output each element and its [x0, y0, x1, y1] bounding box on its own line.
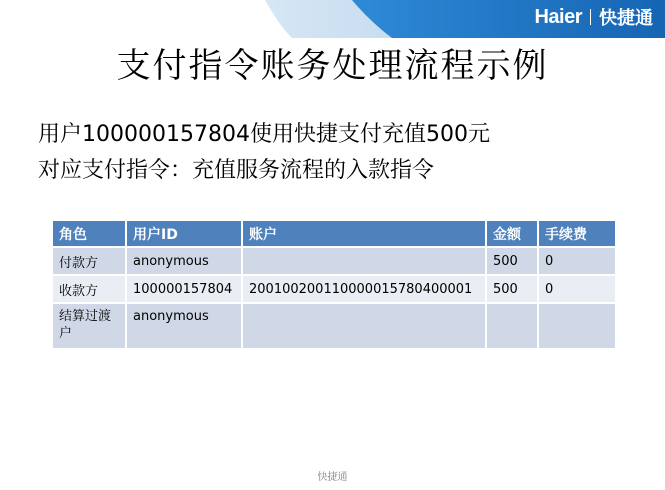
- table-row: [53, 247, 616, 275]
- description-block: [38, 117, 490, 189]
- table-row: [53, 303, 616, 348]
- cell-fee: 0: [538, 247, 616, 275]
- slide-title: 支付指令账务处理流程示例: [116, 46, 549, 86]
- header-fee: 手续费: [538, 221, 616, 247]
- cell-account: 200100200110000015780400001: [242, 275, 486, 303]
- cell-fee: [538, 303, 616, 348]
- cell-user-id: anonymous: [126, 303, 242, 348]
- cell-role: 收款方: [53, 275, 126, 303]
- header-banner: [0, 0, 665, 38]
- description-line-1: 用户100000157804使用快捷支付充值500元: [38, 122, 490, 147]
- cell-account: [242, 303, 486, 348]
- product-logo-text: 快捷通: [599, 8, 653, 29]
- header-user-id: 用户ID: [126, 221, 242, 247]
- brand-logo: [534, 4, 653, 30]
- table-header-row: [53, 221, 616, 247]
- cell-role: 付款方: [53, 247, 126, 275]
- description-line-2: 对应支付指令：充值服务流程的入款指令: [38, 158, 435, 183]
- cell-fee: 0: [538, 275, 616, 303]
- haier-logo-text: Haier: [534, 5, 582, 28]
- cell-account: [242, 247, 486, 275]
- table-row: [53, 275, 616, 303]
- cell-amount: 500: [486, 275, 538, 303]
- header-account: 账户: [242, 221, 486, 247]
- ledger-table: [53, 221, 617, 348]
- brand-divider: [590, 9, 591, 25]
- header-role: 角色: [53, 221, 126, 247]
- header-amount: 金额: [486, 221, 538, 247]
- cell-amount: 500: [486, 247, 538, 275]
- cell-user-id: 100000157804: [126, 275, 242, 303]
- footer-text: 快捷通: [317, 472, 348, 483]
- cell-role: 结算过渡户: [53, 303, 126, 348]
- cell-user-id: anonymous: [126, 247, 242, 275]
- cell-amount: [486, 303, 538, 348]
